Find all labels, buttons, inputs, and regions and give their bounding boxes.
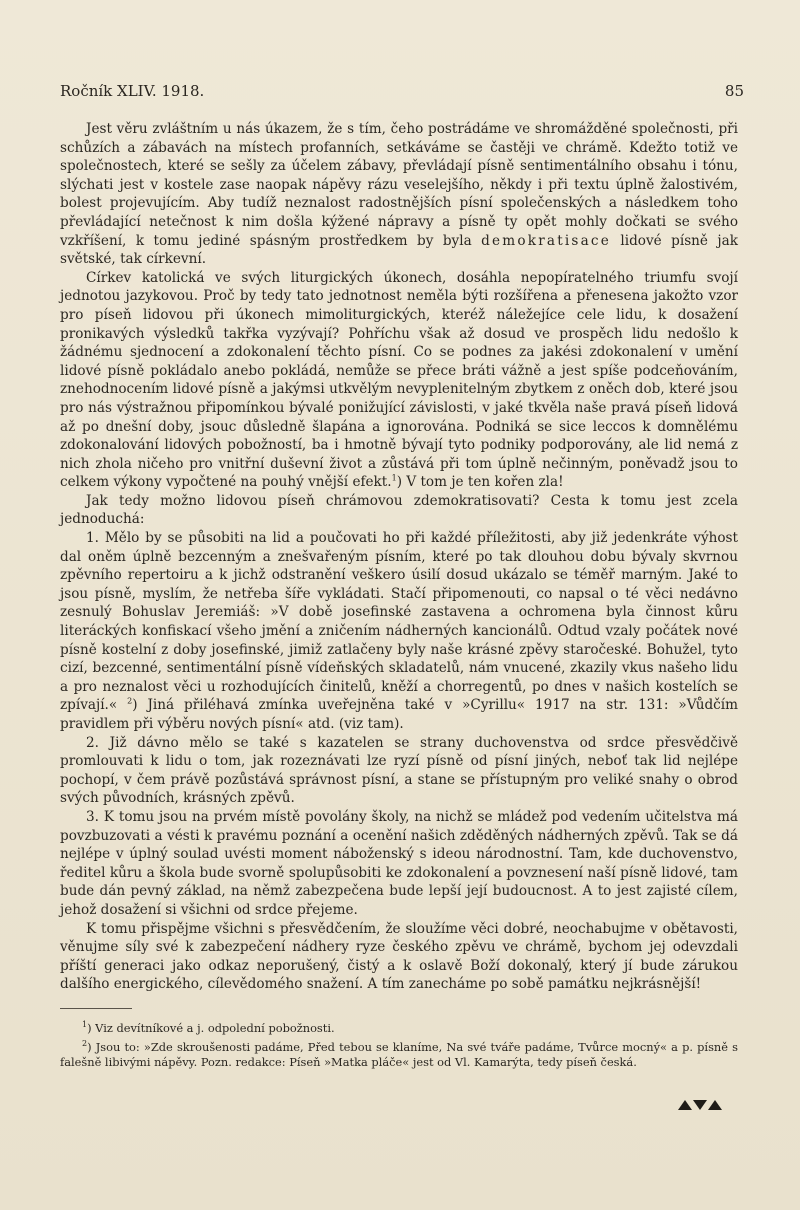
paragraph-5: 2. Již dávno mělo se také s kazatelen se strany duchovenstva od srdce přesvědčivě promlouvati k lidu o tom, jak rozeznávati lze ryzí písně od písní jiných, neboť tak lid nejlépe pochopí, v čem právě pozůstává správnost písní, a stane se přístupným pro veliké snahy o obrod svých původních, krásných zpěvů. [60, 734, 738, 807]
triangle-up-icon [708, 1100, 722, 1110]
footnote-2: $^2$) Jsou to: »Zde skroušenosti padáme, Před tebou se klaníme, Na své tváře padáme, Tvůrce mocný« a p. písně s falešně libivými nápěvy. Pozn. redakce: Píseň »Matka pláče« jest od Vl. Kamarýta, tedy píseň česká. [60, 1039, 738, 1069]
page-number: 85 [724, 82, 744, 100]
spaced-emphasis: demokratisace [481, 232, 611, 249]
paragraph-3: Jak tedy možno lidovou píseň chrámovou zdemokratisovati? Cesta k tomu jest zcela jednoduchá: [60, 492, 738, 528]
triangle-down-icon [693, 1100, 707, 1110]
paragraph-1: Jest věru zvláštním u nás úkazem, že s tím, čeho postrádáme ve shromážděné společnosti, při schůzích a zábavách na místech profanních, setkáváme se častěji ve chrámě. Kdežto totiž ve společnostech, které se sešly za účelem zábavy, převládají písně sentimentálního obsahu i tónu, slýchati jest v kostele zase naopak nápěvy rázu veselejšího, někdy i při textu úplně žalostivém, bolest projevujícím. Aby tudíž neznalost radostnějších písní společenských a následkem toho převládající netečnost k nim došla kýžené nápravy a písně ty opět mohly dočkati se svého vzkříšení, k tomu jediné spásným prostředkem by byla demokratisace lidové písně jak světské, tak církevní. [60, 121, 738, 268]
footnotes [60, 1021, 738, 1070]
footnote-1: $^1$) Viz devítníkové a j. odpolední pobožnosti. [82, 1020, 335, 1035]
paragraph-6: 3. K tomu jsou na prvém místě povolány školy, na nichž se mládež pod vedením učitelstva má povzbuzovati a vésti k pravému poznání a ocenění našich zděděných nádherných zpěvů. Tak se dá nejlépe v úplný soulad uvésti moment náboženský s ideou národnostní. Tam, kde duchovenstvo, ředitel kůru a škola bude svorně spolupůsobiti ke zdokonalení a povznesení naší písně lidové, tam bude dán pevný základ, na němž zabezpečena bude lepší její budoucnost. A to jest zajisté cílem, jehož dosažení si všichni od srdce přejeme. [60, 808, 738, 918]
article-body [60, 120, 738, 994]
paragraph-2: Církev katolická ve svých liturgických úkonech, dosáhla nepopíratelného triumfu svojí jednotou jazykovou. Proč by tedy tato jednotnost neměla býti rozšířena a přenesena jakožto vzor pro píseň lidovou při úkonech mimoliturgických, kteréž náležejíce cele lidu, k dosažení pronikavých výsledků takřka vyzývají? Pohříchu však až dosud ve prospěch lidu nedošlo k žádnému sjednocení a zdokonalení těchto písní. Co se podnes za jakési zdokonalení v umění lidové písně pokládalo anebo pokládá, nemůže se přece bráti vážně a jest spíše podceňováním, znehodnocením lidové písně a jakýmsi utkvělým nevyplenitelným zbytkem z oněch dob, které jsou pro nás výstražnou připomínkou bývalé ponižující závislosti, v jaké tkvěla naše pravá píseň lidová až po dnešní doby, jsouc důsledně šlapána a ignorována. Podniká se sice leccos k domnělému zdokonalování lidových pobožností, ba i hmotně bývají tyto podniky podporovány, ale lid nemá z nich zhola ničeho pro vnitřní duševní život a zůstává při tom úplně nečinným, poněvadž jsou to celkem výkony vypočtené na pouhý vnější efekt.$^1$) V tom je ten kořen zla! [60, 269, 738, 491]
paragraph-7: K tomu přispějme všichni s přesvědčením, že sloužíme věci dobré, neochabujme v obětavosti, věnujme síly své k zabezpečení nádhery ryze českého zpěvu ve chrámě, bychom jej odevzdali příští generaci jako odkaz neporušený, čistý a k oslavě Boží dokonalý, který jí bude zárukou dalšího energického, cílevědomého snažení. A tím zanecháme po sobě památku nejkrásnější! [60, 920, 738, 993]
paragraph-4: 1. Mělo by se působiti na lid a poučovati ho při každé příležitosti, aby již jedenkráte výhost dal oněm úplně bezcenným a znešvařeným písním, které po tak dlouhou dobu bývaly skvrnou zpěvního repertoiru a k jichž odstranění veškero úsilí dosud ukázalo se téměř marným. Jaké to jsou písně, myslím, že netřeba šíře vykládati. Stačí připomenouti, co napsal o té věci nedávno zesnulý Bohuslav Jeremiáš: »V době josefinské zastavena a ochromena byla činnost kůru literáckých konfiskací všeho jmění a zničením nádherných kancionálů. Odtud vzaly počátek nové písně kostelní z doby josefinské, jimiž zatlačeny byly naše krásné zpěvy staročeské. Bohužel, tyto cizí, bezcenné, sentimentální písně vídeňských skladatelů, nám vnucené, zkazily vkus našeho lidu a pro neznalost věci u rozhodujících činitelů, kněží a chorregentů, po dnes v našich kostelích se zpívají.« $^2$) Jiná přiléhavá zmínka uveřejněna také v »Cyrillu« 1917 na str. 131: »Vůdčím pravidlem při výběru nových písní« atd. (viz tam). [60, 530, 738, 732]
page-header [60, 74, 744, 100]
footnote-ref-1: 1 [391, 473, 397, 483]
running-title: Ročník XLIV. 1918. [60, 82, 205, 100]
end-ornament-icon [678, 1100, 722, 1110]
triangle-up-icon [678, 1100, 692, 1110]
footnote-ref-2: 2 [127, 696, 133, 706]
footnote-divider [60, 1008, 132, 1009]
